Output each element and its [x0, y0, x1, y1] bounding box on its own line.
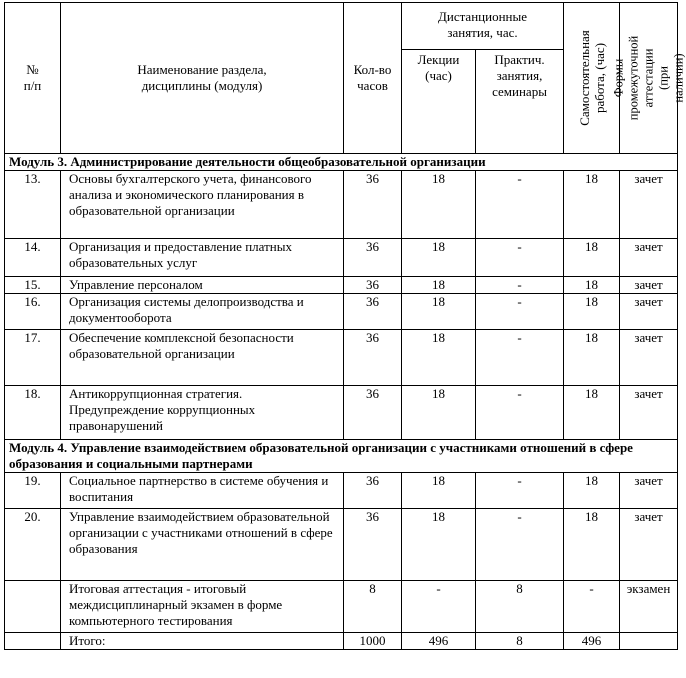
row-name: Организация и предоставление платных образовательных услуг: [61, 239, 344, 277]
row-selfwork: 18: [564, 509, 620, 581]
row-selfwork: 18: [564, 277, 620, 294]
row-practice: 8: [476, 581, 564, 633]
row-lectures: 18: [402, 473, 476, 509]
header-distance: Дистанционные занятия, час.: [402, 3, 564, 50]
row-form: зачет: [620, 294, 678, 330]
table-row: [5, 386, 678, 440]
curriculum-table: [4, 2, 685, 650]
header-row: [5, 3, 678, 50]
row-name: Организация системы делопроизводства и документооборота: [61, 294, 344, 330]
table-row: [5, 294, 678, 330]
module-title: Модуль 4. Управление взаимодействием образовательной организации с участниками отношений в сфере образования и социальными партнерами: [5, 440, 678, 473]
row-form: зачет: [620, 239, 678, 277]
row-hours: 36: [344, 330, 402, 386]
row-number: [5, 581, 61, 633]
row-selfwork: -: [564, 581, 620, 633]
row-number: 16.: [5, 294, 61, 330]
row-form: зачет: [620, 171, 678, 239]
row-name: Основы бухгалтерского учета, финансового анализа и экономического планирования в образовательной организации: [61, 171, 344, 239]
row-practice: -: [476, 330, 564, 386]
row-lectures: 18: [402, 509, 476, 581]
header-forms: Формы промежуточной аттестации (при наличии): [620, 3, 678, 154]
row-selfwork: 496: [564, 633, 620, 650]
row-hours: 36: [344, 277, 402, 294]
row-lectures: 18: [402, 330, 476, 386]
table-row: [5, 473, 678, 509]
header-hours: Кол-во часов: [344, 3, 402, 154]
row-form: экзамен: [620, 581, 678, 633]
row-form: зачет: [620, 277, 678, 294]
row-number: 15.: [5, 277, 61, 294]
row-practice: -: [476, 294, 564, 330]
row-hours: 8: [344, 581, 402, 633]
row-name: Обеспечение комплексной безопасности образовательной организации: [61, 330, 344, 386]
row-form: [620, 633, 678, 650]
row-hours: 36: [344, 509, 402, 581]
row-number: [5, 633, 61, 650]
row-practice: -: [476, 473, 564, 509]
row-number: 13.: [5, 171, 61, 239]
module-header-row: [5, 154, 678, 171]
table-row: [5, 171, 678, 239]
table-body: [5, 154, 678, 650]
row-lectures: 496: [402, 633, 476, 650]
row-lectures: 18: [402, 171, 476, 239]
table-row: [5, 581, 678, 633]
table-row: [5, 633, 678, 650]
row-form: зачет: [620, 386, 678, 440]
row-practice: 8: [476, 633, 564, 650]
row-name: Антикоррупционная стратегия. Предупреждение коррупционных правонарушений: [61, 386, 344, 440]
row-practice: -: [476, 386, 564, 440]
row-practice: -: [476, 171, 564, 239]
row-hours: 36: [344, 473, 402, 509]
row-number: 18.: [5, 386, 61, 440]
table-row: [5, 509, 678, 581]
row-practice: -: [476, 509, 564, 581]
row-name: Управление персоналом: [61, 277, 344, 294]
table-row: [5, 277, 678, 294]
row-selfwork: 18: [564, 239, 620, 277]
row-selfwork: 18: [564, 171, 620, 239]
row-selfwork: 18: [564, 473, 620, 509]
row-hours: 36: [344, 294, 402, 330]
row-number: 19.: [5, 473, 61, 509]
module-title: Модуль 3. Администрирование деятельности общеобразовательной организации: [5, 154, 678, 171]
row-hours: 36: [344, 386, 402, 440]
row-lectures: 18: [402, 386, 476, 440]
header-practice: Практич. занятия, семинары: [476, 50, 564, 154]
row-name: Социальное партнерство в системе обучения и воспитания: [61, 473, 344, 509]
row-name: Итого:: [61, 633, 344, 650]
header-name: Наименование раздела, дисциплины (модуля): [61, 3, 344, 154]
row-form: зачет: [620, 330, 678, 386]
row-form: зачет: [620, 473, 678, 509]
table-row: [5, 330, 678, 386]
row-number: 17.: [5, 330, 61, 386]
row-practice: -: [476, 277, 564, 294]
module-header-row: [5, 440, 678, 473]
header-lectures: Лекции (час): [402, 50, 476, 154]
row-name: Итоговая аттестация - итоговый междисциплинарный экзамен в форме компьютерного тестирования: [61, 581, 344, 633]
row-selfwork: 18: [564, 294, 620, 330]
row-hours: 1000: [344, 633, 402, 650]
table-row: [5, 239, 678, 277]
row-number: 14.: [5, 239, 61, 277]
row-selfwork: 18: [564, 330, 620, 386]
header-selfwork: Самостоятельная работа, (час): [564, 3, 620, 154]
row-lectures: -: [402, 581, 476, 633]
row-name: Управление взаимодействием образовательной организации с участниками отношений в сфере образования: [61, 509, 344, 581]
header-num: № п/п: [5, 3, 61, 154]
row-lectures: 18: [402, 294, 476, 330]
row-hours: 36: [344, 171, 402, 239]
row-practice: -: [476, 239, 564, 277]
row-selfwork: 18: [564, 386, 620, 440]
row-form: зачет: [620, 509, 678, 581]
row-hours: 36: [344, 239, 402, 277]
row-lectures: 18: [402, 277, 476, 294]
row-lectures: 18: [402, 239, 476, 277]
row-number: 20.: [5, 509, 61, 581]
